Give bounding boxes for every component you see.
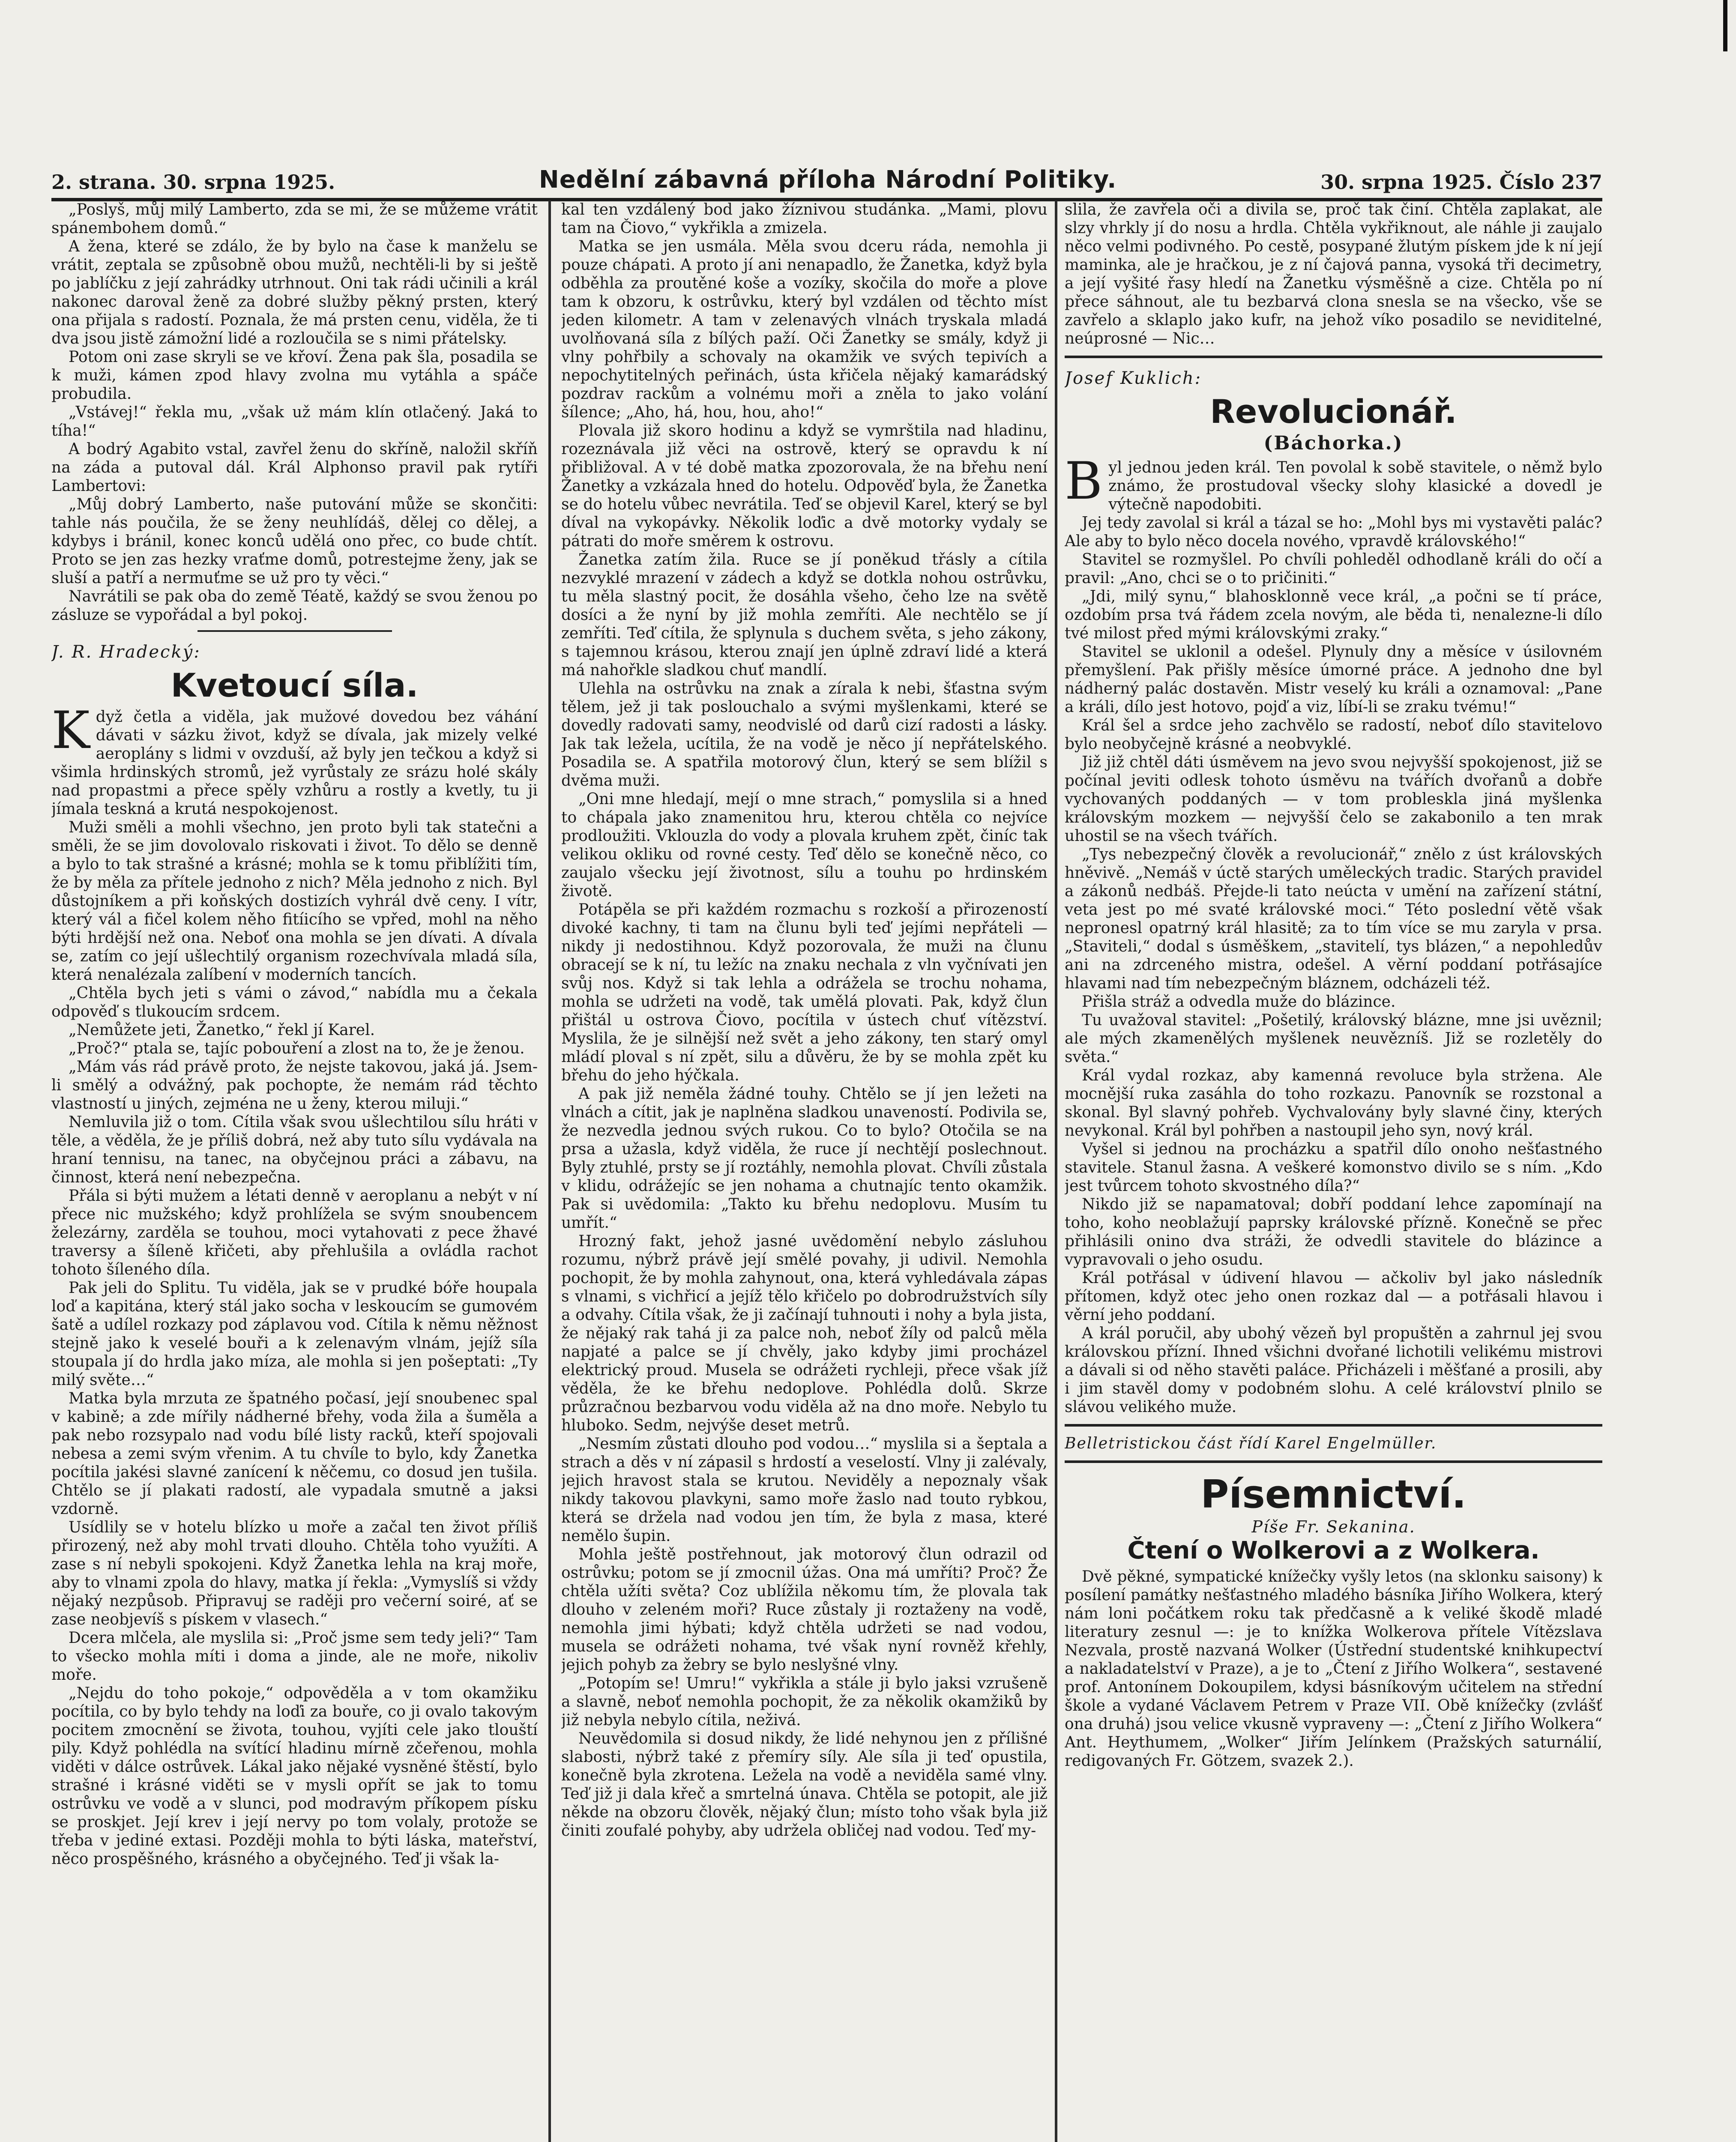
paragraph: Plovala již skoro hodinu a když se vymrštila nad hladinu, rozeznávala již věci na ostrově, který se opravdu k ní přibližoval. A v té době matka zpozorovala, že na břehu není Žanetky a vzkázala hned do hotelu. Odpověď byla, že Žanetka se do hotelu vůbec nevrátila. Teď se objevil Karel, který se byl díval na vykopávky. Několik loďic a dvě motorky vydaly se pátrati do moře směrem k ostrovu.: [561, 422, 1048, 550]
paragraph: Král vydal rozkaz, aby kamenná revoluce byla stržena. Ale mocnější ruka zasáhla do toho rozkazu. Panovník se rozstonal a skonal. Byl slavný pohřeb. Vychvalovány byly slavné činy, kterých nevykonal. Král byl pohřben a nastoupil jeho syn, nový král.: [1065, 1067, 1602, 1140]
paragraph: Potápěla se při každém rozmachu s rozkoší a přirozeností divoké kachny, ti tam na člunu byli teď jejími nepřáteli — nikdy ji nedostihnou. Když pozorovala, že muži na člunu obracejí se k ní, tu ležíc na znaku nechala z vln vyčnívati jen svůj nos. Když si tak lehla a odrážela se trochu nohama, mohla se udržeti na vodě, tak umělá plovati. Pak, když člun přištál u ostrova Čiovo, pocítila v ústech chuť vítězství. Myslila, že je silnější než svět a jeho zákony, ten starý omyl mládí ploval s ní zpět, silu a důvěru, že by se mohla zpět ku břehu do jeho hýčkala.: [561, 901, 1048, 1084]
paragraph: A žena, které se zdálo, že by bylo na čase k manželu se vrátit, zeptala se způsobně obou mužů, nechtěli-li by si ještě po jablíčku z její zahrádky utrhnout. Oni tak rádi učinili a král nakonec daroval ženě za dobré služby pěkný prsten, který ona přijala s radostí. Poznala, že má prsten cenu, viděla, že ti dva jsou jistě zámožní lidé a rozloučila se s nimi přátelsky.: [51, 238, 538, 347]
divider: [1065, 1460, 1602, 1463]
paragraph: „Tys nebezpečný člověk a revolucionář,“ znělo z úst královských hněvivě. „Nemáš v úctě starých uměleckých tradic. Starých pravidel a zákonů nedbáš. Přejde-li tato neúcta v umění na zařízení státní, veta jest po mé svaté královské moci.“ Této poslední větě však nepronesl opatrný král hlasitě; za to tím více se mu zaryla v prsa. „Staviteli,“ dodal s úsměškem, „stavitelí, tys blázen,“ a nepohledův ani na zdrceného mistra, odešel. A věrní poddaní potřásajíce hlavami nad tím nebezpečným bláznem, odcházeli též.: [1065, 846, 1602, 992]
paragraph: A pak již neměla žádné touhy. Chtělo se jí jen ležeti na vlnách a cítit, jak je naplněna sladkou unaveností. Podivila se, že nezvedla jednou svých rukou. Co to bylo? Otočila se na prsa a užasla, když viděla, že ruce jí nechtějí poslechnout. Byly ztuhlé, prsty se jí roztáhly, nemohla plovat. Chvíli zůstala v klidu, odrážejíc se jen nohama a chutnajíc tento okamžik. Pak si uvědomila: „Takto ku břehu nedoplovu. Musím tu umřít.“: [561, 1085, 1048, 1232]
editor-credit: Belletristickou část řídí Karel Engelmüller.: [1065, 1435, 1437, 1452]
paragraph-lead: [1065, 452, 1602, 514]
paragraph: Vyšel si jednou na procházku a spatřil dílo onoho nešťastného stavitele. Stanul žasna. A veškeré komonstvo divilo se s ním. „Kdo jest tvůrcem tohoto skvostného díla?“: [1065, 1140, 1602, 1195]
header-date-right: 30. srpna 1925. Číslo 237: [1320, 171, 1602, 194]
paragraph: „Proč?“ ptala se, tajíc pobouření a zlost na to, že je ženou.: [69, 1040, 525, 1057]
paragraph: „Potopím se! Umru!“ vykřikla a stále ji bylo jaksi vzrušeně a slavně, neboť nemohla pochopit, že za několik okamžiků by již nebyla nebylo cítila, neživá.: [561, 1675, 1048, 1729]
divider: [198, 630, 392, 632]
page-edge-mark: [1723, 0, 1727, 51]
paragraph: Tu uvažoval stavitel: „Pošetilý, královský blázne, mne jsi uvěznil; ale mých zkamenělých myšlenek neuvězníš. Již se rozletěly do světa.“: [1065, 1011, 1602, 1066]
paragraph: Nemluvila již o tom. Cítila však svou ušlechtilou sílu hráti v těle, a věděla, že je příliš dobrá, než aby tuto sílu vydávala na hraní tennisu, na tanec, na obyčejnou práci a zábavu, na činnost, která není nebezpečna.: [51, 1113, 538, 1186]
section-headline: Čtení o Wolkerovi a z Wolkera.: [1127, 1537, 1540, 1565]
paragraph: „Jdi, milý synu,“ blahosklonně vece král, „a počni se tí práce, ozdobím prsa tvá řádem zcela novým, ale běda ti, nenalezne-li dílo tvé milost před mými královskými zraky.“: [1065, 588, 1602, 642]
column-2: [561, 200, 1048, 2142]
paragraph: „Můj dobrý Lamberto, naše putování může se skončiti: tahle nás poučila, že se ženy neuhlídáš, dělej co dělej, a kdybys i bránil, konec konců udělá ono přec, co bude chtít. Proto se jen zas hezky vraťme domů, potrestejme ženy, jak se sluší a patří a nermuťme se už pro ty věci.“: [51, 496, 538, 587]
paragraph: Dcera mlčela, ale myslila si: „Proč jsme sem tedy jeli?“ Tam to všecko mohla míti i doma a jinde, ale ne moře, nikoliv moře.: [51, 1629, 538, 1684]
paragraph: Muži směli a mohli všechno, jen proto byli tak statečni a směli, že se jim dovolovalo riskovati i život. To dělo se denně a bylo to tak strašné a krásné; mohla se k tomu přiblížiti tím, že by měla za přítele jednoho z nich? Měla jednoho z nich. Byl důstojníkem a při koňských dostizích vyhrál dvě ceny. I vítr, který vál a fičel kolem něho fitíicího se vpřed, mohl na něho býti hrdější než ona. Neboť ona mohla se jen dívati. A dívala se, zatím co její ušlechtilý organism rozechvívala mladá síla, která nenalézala zalíbení v moderních tancích.: [51, 819, 538, 984]
paragraph: Přišla stráž a odvedla muže do blázince.: [1082, 993, 1396, 1011]
header-masthead: Nedělní zábavná příloha Národní Politiky.: [539, 166, 1117, 194]
drop-cap: B: [1065, 452, 1103, 511]
paragraph: Neuvědomila si dosud nikdy, že lidé nehynou jen z přílišné slabosti, nýbrž také z přemíry síly. Ale síla ji teď opustila, konečně byla zkrotena. Ležela na vodě a neviděla samé vlny. Teď již ji dala křeč a smrtelná únava. Chtěla se potopit, ale již někde na obzoru člověk, nějaký člun; místo toho však byla již činiti zoufalé pohyby, aby udržela obličej nad vodou. Teď my-: [561, 1730, 1048, 1840]
article-title: Kvetoucí síla.: [171, 666, 419, 704]
divider: [1065, 356, 1602, 358]
paragraph: Žanetka zatím žila. Ruce se jí poněkud třásly a cítila nezvyklé mrazení v zádech a když se dotkla nohou ostrůvku, tu měla slastný pocit, že dosáhla všeho, čeho lze na světě dosíci a že nyní by již mohla zemříti. Ale nechtělo se jí zemříti. Teď cítila, že splynula s duchem světa, s jeho zákony, s tajemnou krásou, kterou znají jen úplně zdraví lidé a která má nahořkle sladkou chuť mandlí.: [561, 551, 1048, 679]
paragraph: Nikdo již se napamatoval; dobří poddaní lehce zapomínají na toho, koho neoblažují paprsky královské přízně. Konečně se přec přihlásili onino dva stráži, že odvedli stavitele do blázince a vypravovali o jeho osudu.: [1065, 1196, 1602, 1268]
page-header: [51, 159, 1602, 201]
paragraph: A král poručil, aby ubohý vězeň byl propuštěn a zahrnul jej svou královskou přízní. Ihned všichni dvořané lichotili velikému mistrovi a dávali si od něho stavěti paláce. Přicházeli i měšťané a prosili, aby i jim stavěl domy v podobném slohu. A celé království plnilo se slávou velikého muže.: [1065, 1325, 1602, 1416]
paragraph: Matka byla mrzuta ze špatného počasí, její snoubenec spal v kabině; a zde mířily nádherné břehy, voda žila a šuměla a pak nebo rozsypalo nad vodu bílé listy racků, kteří spojovali nebesa a zemi svým vřenim. A tu chvíle to bylo, kdy Žanetka pocítila jakési slavné zanícení k něčemu, co dosud jen tušila. Chtělo se jí plakati radostí, ale vypadala smutně a jaksi vzdorně.: [51, 1390, 538, 1518]
column-1: [51, 200, 538, 2142]
paragraph: Matka se jen usmála. Měla svou dceru ráda, nemohla ji pouze chápati. A proto jí ani nenapadlo, že Žanetka, když byla odběhla za proutěné koše a vozíky, skočila do moře a plove tam k obzoru, k ostrůvku, který byl vzdálen od těchto míst jeden kilometr. A tam v zelenavých vlnách tryskala mladá uvolňovaná síla z bílých paží. Oči Žanetky se smály, když ji vlny pohřbily a schovaly na okamžik ve svých tepivích a nepochytitelných peřinách, ústa křičela nějaký kamarádský pozdrav rackům a volnému moři a zněla to jako volání šílence; „Aho, há, hou, hou, aho!“: [561, 238, 1048, 421]
paragraph: Mohla ještě postřehnout, jak motorový člun odrazil od ostrůvku; potom se jí zmocnil úžas. Ona má umříti? Proč? Že chtěla užíti světa? Coz ublížila někomu tím, že plovala tak dlouho v zeleném moři? Ruce zůstaly ji roztaženy na vodě, nemohla jimi hýbati; když chtěla udržeti se nad vodou, musela se odrážeti nohama, tvé však nyní rovněž křehly, jejich pohyb za žebry se bylo neslyšné vlny.: [561, 1546, 1048, 1674]
column-rule: [548, 200, 551, 2142]
paragraph: „Nemůžete jeti, Žanetko,“ řekl jí Karel.: [69, 1021, 375, 1039]
paragraph: „Nejdu do toho pokoje,“ odpověděla a v tom okamžiku pocítila, co by bylo tehdy na loďi za bouře, co ji ovalo takovým pocitem zmocnění se života, touhou, vyjíti cele jako tlouští pily. Když pohlédla na svítící hladinu mírně zčeřenou, mohla viděti v dálce ostrůvek. Lákal jako nějaké vysněné štěstí, bylo strašné i krásné viděti se v mysli opřít se jak to tomu ostrůvku ve vodě a v slunci, pod modravým příkopem písku se proskjet. Její krev i její nervy po tom volaly, protože se třeba v jediné extasi. Později mohla to býti láska, mateřství, něco prospěšného, krásného a obyčejného. Teď ji však la-: [51, 1684, 538, 1868]
paragraph: A bodrý Agabito vstal, zavřel ženu do skříně, naložil skříň na záda a putoval dál. Král Alphonso pravil pak rytíři Lambertovi:: [51, 440, 538, 495]
paragraph: Stavitel se uklonil a odešel. Plynuly dny a měsíce v úsilovném přemyšlení. Pak přišly měsíce úmorné práce. A jednoho dne byl nádherný palác dostavěn. Mistr veselý ku králi a oznamoval: „Pane a králi, dílo jest hotovo, pojď a viz, líbí-li se zraku tvému!“: [1065, 643, 1602, 716]
article-byline: J. R. Hradecký:: [51, 642, 201, 662]
section-title: Písemnictví.: [1200, 1472, 1467, 1517]
paragraph-text: yl jednou jeden král. Ten povolal k sobě stavitele, o němž bylo známo, že prostudoval všecky slohy klasické a dovedl je výtečně napodobiti.: [1108, 459, 1602, 513]
paragraph: Hrozný fakt, jehož jasné uvědomění nebylo zásluhou rozumu, nýbrž právě její smělé povahy, ji udivil. Nemohla pochopit, že by mohla zahynout, ona, která vyhledávala zápas s vlnami, s vichřicí a jejíž tělo křičelo po dobrodružstvích síly a odvahy. Cítila však, že ji začínají tuhnouti i nohy a byla jista, že nějaký rak tahá ji za palce noh, neboť žíly od palců měla napjaté a palce se jí chvěly, jako kdyby jimi procházel elektrický proud. Musela se odrážeti rychleji, přece však jíž věděla, že ke břehu nedoplove. Pohlédla dolů. Skrze průzračnou bezbarvou vodu viděla až na dno moře. Nebylo tu hluboko. Sedm, nejvýše deset metrů.: [561, 1233, 1048, 1434]
paragraph: Přála si býti mužem a létati denně v aeroplanu a nebýt v ní přece nic mužského; když prohlížela se svým snoubencem železárny, zarděla se touhou, moci vytahovati z pece žhavé traversy a šíleně křičeti, aby přehlušila a ovládla rachot tohoto šíleného díla.: [51, 1187, 538, 1278]
divider: [1065, 1424, 1602, 1427]
paragraph-lead: [51, 701, 538, 818]
paragraph: Ulehla na ostrůvku na znak a zírala k nebi, šťastna svým tělem, jež ji tak poslouchalo a svými myšlenkami, které se dovedly radovati samy, neodvislé od darů cizí radosti a lásky. Jak tak ležela, ucítila, že na vodě je něco jí nepřátelského. Posadila se. A spatřila motorový člun, který se sem blížil s dvěma muži.: [561, 680, 1048, 790]
paragraph: „Vstávej!“ řekla mu, „však už mám klín otlačený. Jaká to tíha!“: [51, 404, 538, 440]
paragraph: „Nesmím zůstati dlouho pod vodou…“ myslila si a šeptala a strach a děs v ní zápasil s hrdostí a veselostí. Vlny ji zalévaly, jejich hravost stala se krutou. Neviděly a nepoznaly však nikdy takovou plavkyni, samo moře žaslo nad touto rybkou, která se držela nad vodou jen tím, že byla z masa, které nemělo šupin.: [561, 1435, 1048, 1545]
paragraph-text: dyž četla a viděla, jak mužové dovedou bez váhání dávati v sázku život, když se dívala, jak mizely velké aeroplány s lidmi v ovzduší, až byly jen tečkou a když si všimla hrdinských stromů, jež vyrůstaly ze srázu holé skály nad propastmi a přece spěly vzhůru a rostly a kvetly, tu ji jímala teskná a krutá nespokojenost.: [51, 708, 538, 818]
paragraph: slila, že zavřela oči a divila se, proč tak činí. Chtěla zaplakat, ale slzy vhrkly jí do nosu a hrdla. Chtěla vykřiknout, ale náhle ji zaujalo něco velmi podivného. Po cestě, posypané žlutým pískem jde k ní její maminka, ale je hračkou, je z ní čajová panna, vysoká tři decimetry, a její vyšité řasy hledí na Žanetku výsměšně a cize. Chtěla po ní přece sáhnout, ale tu bezbarvá clona snesla se na všecko, vše se zavřelo a sklaplo jako kufr, na jehož víko posadilo se neviditelné, neúprosné — Nic…: [1065, 201, 1602, 347]
paragraph: „Poslyš, můj milý Lamberto, zda se mi, že se můžeme vrátit spánembohem domů.“: [51, 201, 538, 237]
header-date-left: 2. strana. 30. srpna 1925.: [51, 171, 335, 194]
paragraph: „Oni mne hledají, mejí o mne strach,“ pomyslila si a hned to chápala jako znamenitou hru, kterou chtěla co nejvíce prodloužiti. Vklouzla do vody a plovala kruhem zpět, činíc tak velikou okliku od rovné cesty. Teď dělo se konečně něco, co zaujalo všecku její životnost, sílu a touhu po hrdinském životě.: [561, 790, 1048, 900]
article-byline: Josef Kuklich:: [1065, 368, 1202, 388]
paragraph: Král šel a srdce jeho zachvělo se radostí, neboť dílo stavitelovo bylo neobyčejně krásné a neobvyklé.: [1065, 717, 1602, 753]
drop-cap: K: [51, 701, 90, 760]
paragraph: kal ten vzdálený bod jako žíznivou studánka. „Mami, plovu tam na Čiovo,“ vykřikla a zmizela.: [561, 201, 1048, 237]
paragraph: „Chtěla bych jeti s vámi o závod,“ nabídla mu a čekala odpověď s tlukoucím srdcem.: [51, 984, 538, 1020]
paragraph: Jej tedy zavolal si král a tázal se ho: „Mohl bys mi vystavěti palác? Ale aby to bylo něco docela nového, vpravdě královského!“: [1065, 514, 1602, 550]
paragraph: „Mám vás rád právě proto, že nejste takovou, jaká já. Jsem-li smělý a odvážný, pak pochopte, že nemám rád těchto vlastností u jiných, zejména ne u ženy, kterou miluji.“: [51, 1058, 538, 1113]
paragraph: Potom oni zase skryli se ve křoví. Žena pak šla, posadila se k muži, kámen zpod hlavy zvolna mu vytáhla a spáče probudila.: [51, 348, 538, 403]
paragraph: Usídlily se v hotelu blízko u moře a začal ten život příliš přirozený, než aby mohl trvati dlouho. Chtěla toho využíti. A zase s ní nebyli spokojeni. Když Žanetka lehla na kraj moře, aby to vlnami zpola do hlavy, matka jí řekla: „Vymyslíš si vždy nějaký nezpůsob. Připravuj se raději pro večerní soiré, ať se zase neobjevíš s pískem v vlasech.“: [51, 1519, 538, 1628]
section-byline: Píše Fr. Sekanina.: [1251, 1517, 1416, 1536]
paragraph: Navrátili se pak oba do země Téatě, každý se svou ženou po zásluze se vypořádal a byl pokoj.: [51, 588, 538, 624]
column-3: [1065, 200, 1602, 2142]
paragraph: Již již chtěl dáti úsměvem na jevo svou nejvyšší spokojenost, již se počínal jeviti odlesk tohoto úsměvu na tvářích dvořanů a dobře vychovaných poddaných — v tom probleskla jiná myšlenka královským mozkem — nejvyšší čelo se zakabonilo a ten mrak uhostil se na všech tvářích.: [1065, 754, 1602, 845]
paragraph: Král potřásal v údivení hlavou — ačkoliv byl jako následník přítomen, když otec jeho onen rozkaz dal — a potřásali hlavou i věrní jeho poddaní.: [1065, 1269, 1602, 1324]
article-title: Revolucionář.: [1210, 392, 1457, 431]
column-rule: [1055, 200, 1057, 2142]
paragraph: Stavitel se rozmyšlel. Po chvíli pohleděl odhodlaně králi do očí a pravil: „Ano, chci se o to pričiniti.“: [1065, 551, 1602, 587]
paragraph: Dvě pěkné, sympatické knížečky vyšly letos (na sklonku saisony) k posílení památky nešťastného mladého básníka Jiřího Wolkera, který nám loni počátkem roku tak předčasně a k veliké škodě mladé literatury zesnul —: je to knížka Wolkerova přítele Vítězslava Nezvala, prostě nazvaná Wolker (Ústřední studentské knihkupectví a nakladatelství v Praze), a je to „Čtení z Jiřího Wolkera“, sestavené prof. Antonínem Dokoupilem, kdysi básníkovým učitelem na střední škole a vydané Václavem Petrem v Praze VII. Obě knížečky (zvlášť ona druhá) jsou velice vkusně vypraveny —: „Čtení z Jiřího Wolkera“ Ant. Heythumem, „Wolker“ Jiřím Jelínkem (Pražských saturnálií, redigovaných Fr. Götzem, svazek 2.).: [1065, 1568, 1602, 1770]
article-subtitle: (Báchorka.): [1263, 432, 1404, 454]
paragraph: Pak jeli do Splitu. Tu viděla, jak se v prudké bóře houpala loď a kapitána, který stál jako socha v leskoucím se gumovém šatě a udílel rozkazy pod záplavou vod. Cítila k němu něžnost stejně jako k veselé bouři a k zelenavým vlnám, jejíž síla stoupala jí do hrdla jako míza, ale mohla si jen pošeptati: „Ty milý světe…“: [51, 1279, 538, 1389]
